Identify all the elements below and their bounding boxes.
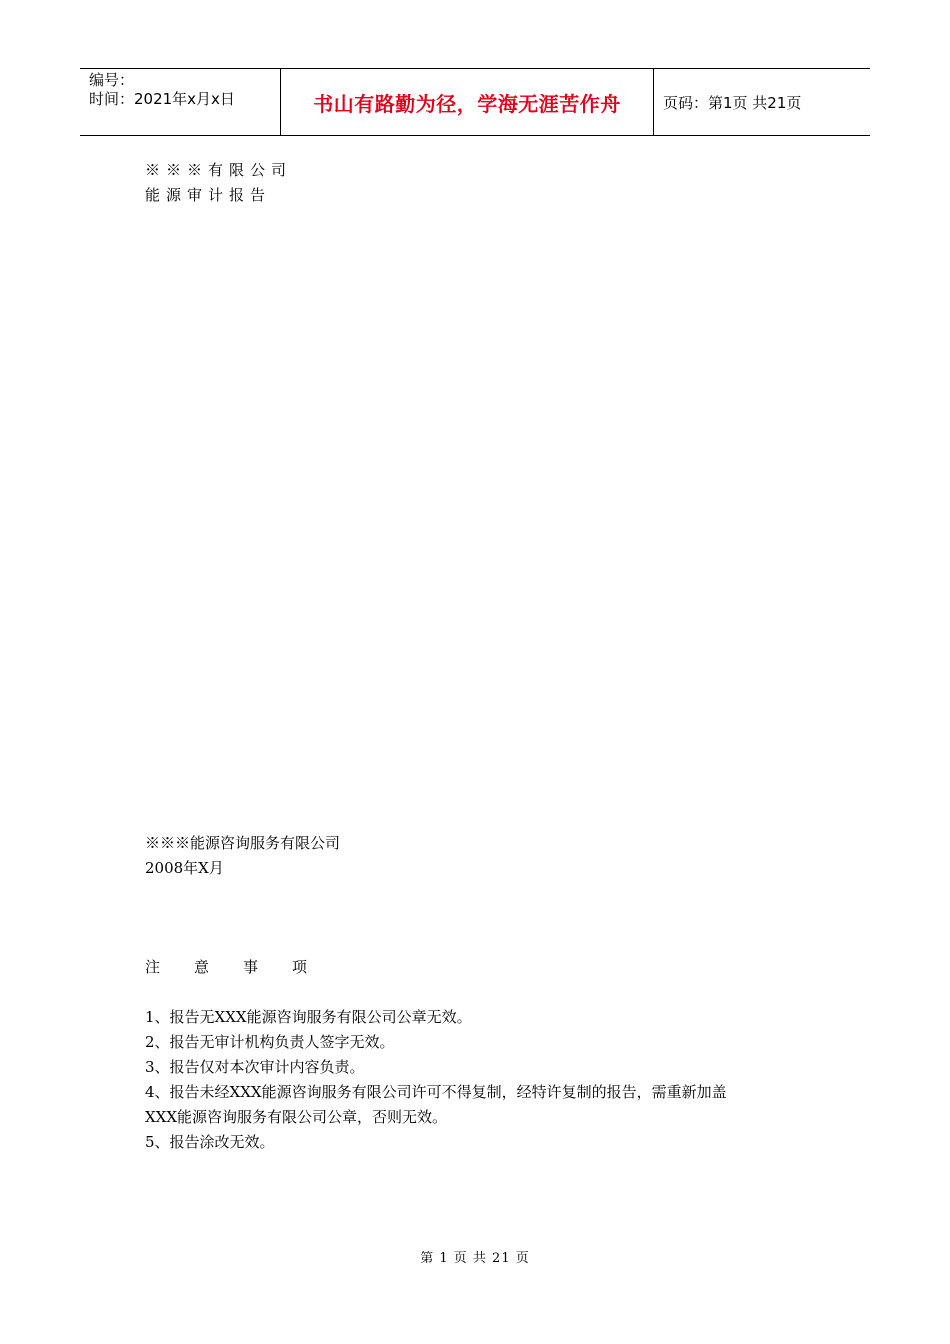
- report-title: 能源审计报告: [145, 186, 272, 204]
- cover-title-block: [145, 158, 292, 208]
- header-motto-cell: [281, 69, 654, 135]
- notes-heading-block: [145, 955, 341, 980]
- header-meta-cell: [80, 69, 281, 135]
- company-name: ※※※有限公司: [145, 161, 293, 179]
- header-time: 时间：2021年x月x日: [89, 90, 235, 108]
- notes-title: 注意事项: [145, 958, 342, 976]
- issuer-name: ※※※能源咨询服务有限公司: [145, 834, 341, 852]
- notes-list: [145, 1005, 727, 1155]
- page-footer: [0, 1247, 950, 1266]
- issuer-block: [145, 831, 340, 881]
- issue-date: 2008年X月: [145, 859, 224, 877]
- list-item: XXX能源咨询服务有限公司公章，否则无效。: [145, 1108, 448, 1126]
- list-item: 5、报告涂改无效。: [145, 1133, 275, 1151]
- header-motto: 书山有路勤为径，学海无涯苦作舟: [313, 91, 621, 116]
- page-header: [80, 68, 870, 136]
- header-number: 编号：: [89, 71, 135, 89]
- list-item: 1、报告无XXX能源咨询服务有限公司公章无效。: [145, 1008, 472, 1026]
- list-item: 4、报告未经XXX能源咨询服务有限公司许可不得复制，经特许复制的报告，需重新加盖: [145, 1083, 727, 1101]
- header-page-cell: [654, 69, 870, 135]
- footer-page-number: 第 1 页 共 21 页: [420, 1251, 530, 1266]
- header-page-info: 页码：第1页 共21页: [663, 93, 802, 112]
- list-item: 3、报告仅对本次审计内容负责。: [145, 1058, 365, 1076]
- list-item: 2、报告无审计机构负责人签字无效。: [145, 1033, 395, 1051]
